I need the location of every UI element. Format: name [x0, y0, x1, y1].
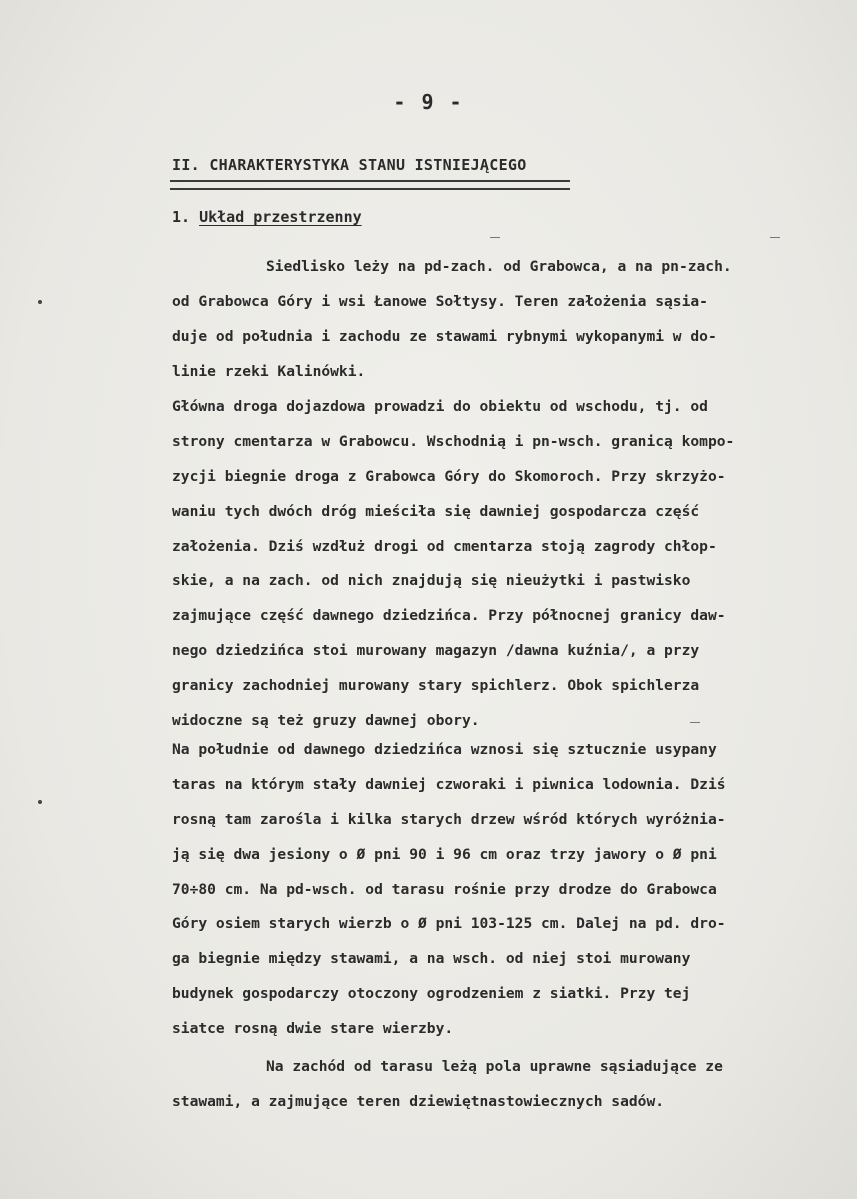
margin-speck — [770, 237, 780, 238]
margin-speck — [38, 300, 42, 304]
text-line: duje od południa i zachodu ze stawami rybnymi wykopanymi w do- — [172, 327, 717, 345]
heading-double-underline — [170, 180, 570, 190]
subsection-number: 1. — [172, 208, 191, 226]
text-line: siatce rosną dwie stare wierzby. — [172, 1020, 454, 1038]
text-line: ją się dwa jesiony o Ø pni 90 i 96 cm oraz trzy jawory o Ø pni — [172, 845, 717, 863]
text-line: Siedlisko leży na pd-zach. od Grabowca, a na pn-zach. — [266, 258, 732, 275]
paragraph-1 — [172, 250, 822, 390]
text-line: rosną tam zarośla i kilka starych drzew wśród których wyróżnia- — [172, 810, 726, 828]
text-line: 70÷80 cm. Na pd-wsch. od tarasu rośnie przy drodze do Grabowca — [172, 880, 717, 898]
text-line: zajmujące część dawnego dziedzińca. Przy północnej granicy daw- — [172, 607, 726, 625]
section-heading: II. CHARAKTERYSTYKA STANU ISTNIEJĄCEGO — [172, 156, 527, 174]
text-line: zycji biegnie droga z Grabowca Góry do Skomoroch. Przy skrzyżo- — [172, 467, 726, 485]
text-line: założenia. Dziś wzdłuż drogi od cmentarza stoją zagrody chłop- — [172, 537, 717, 555]
margin-speck — [38, 800, 42, 804]
text-line: Góry osiem starych wierzb o Ø pni 103-125 cm. Dalej na pd. dro- — [172, 915, 726, 933]
margin-speck — [490, 237, 500, 238]
text-line: granicy zachodniej murowany stary spichlerz. Obok spichlerza — [172, 677, 700, 695]
text-line: taras na którym stały dawniej czworaki i piwnica lodownia. Dziś — [172, 775, 726, 793]
margin-speck — [690, 722, 700, 723]
paragraph-2 — [172, 390, 822, 739]
paragraph-3 — [172, 733, 822, 1047]
text-line: budynek gospodarczy otoczony ogrodzeniem z siatki. Przy tej — [172, 985, 691, 1003]
text-line: widoczne są też gruzy dawnej obory. — [172, 712, 480, 730]
text-line: linie rzeki Kalinówki. — [172, 362, 366, 380]
text-line: skie, a na zach. od nich znajdują się nieużytki i pastwisko — [172, 572, 691, 590]
text-line: od Grabowca Góry i wsi Łanowe Sołtysy. Teren założenia sąsia- — [172, 292, 708, 310]
text-line: Na południe od dawnego dziedzińca wznosi się sztucznie usypany — [172, 741, 717, 758]
subsection-title: Układ przestrzenny — [199, 208, 362, 226]
text-line: Główna droga dojazdowa prowadzi do obiektu od wschodu, tj. od — [172, 398, 708, 415]
text-line: strony cmentarza w Grabowcu. Wschodnią i pn-wsch. granicą kompo- — [172, 432, 735, 450]
text-line: waniu tych dwóch dróg mieściła się dawniej gospodarcza część — [172, 502, 700, 520]
text-line: ga biegnie między stawami, a na wsch. od niej stoi murowany — [172, 950, 691, 968]
page-number: - 9 - — [393, 90, 464, 114]
text-line: Na zachód od tarasu leżą pola uprawne sąsiadujące ze — [266, 1058, 723, 1075]
paragraph-4 — [172, 1050, 822, 1120]
text-line: nego dziedzińca stoi murowany magazyn /dawna kuźnia/, a przy — [172, 642, 700, 660]
text-line: stawami, a zajmujące teren dziewiętnastowiecznych sadów. — [172, 1092, 665, 1110]
subsection-heading — [172, 208, 362, 226]
